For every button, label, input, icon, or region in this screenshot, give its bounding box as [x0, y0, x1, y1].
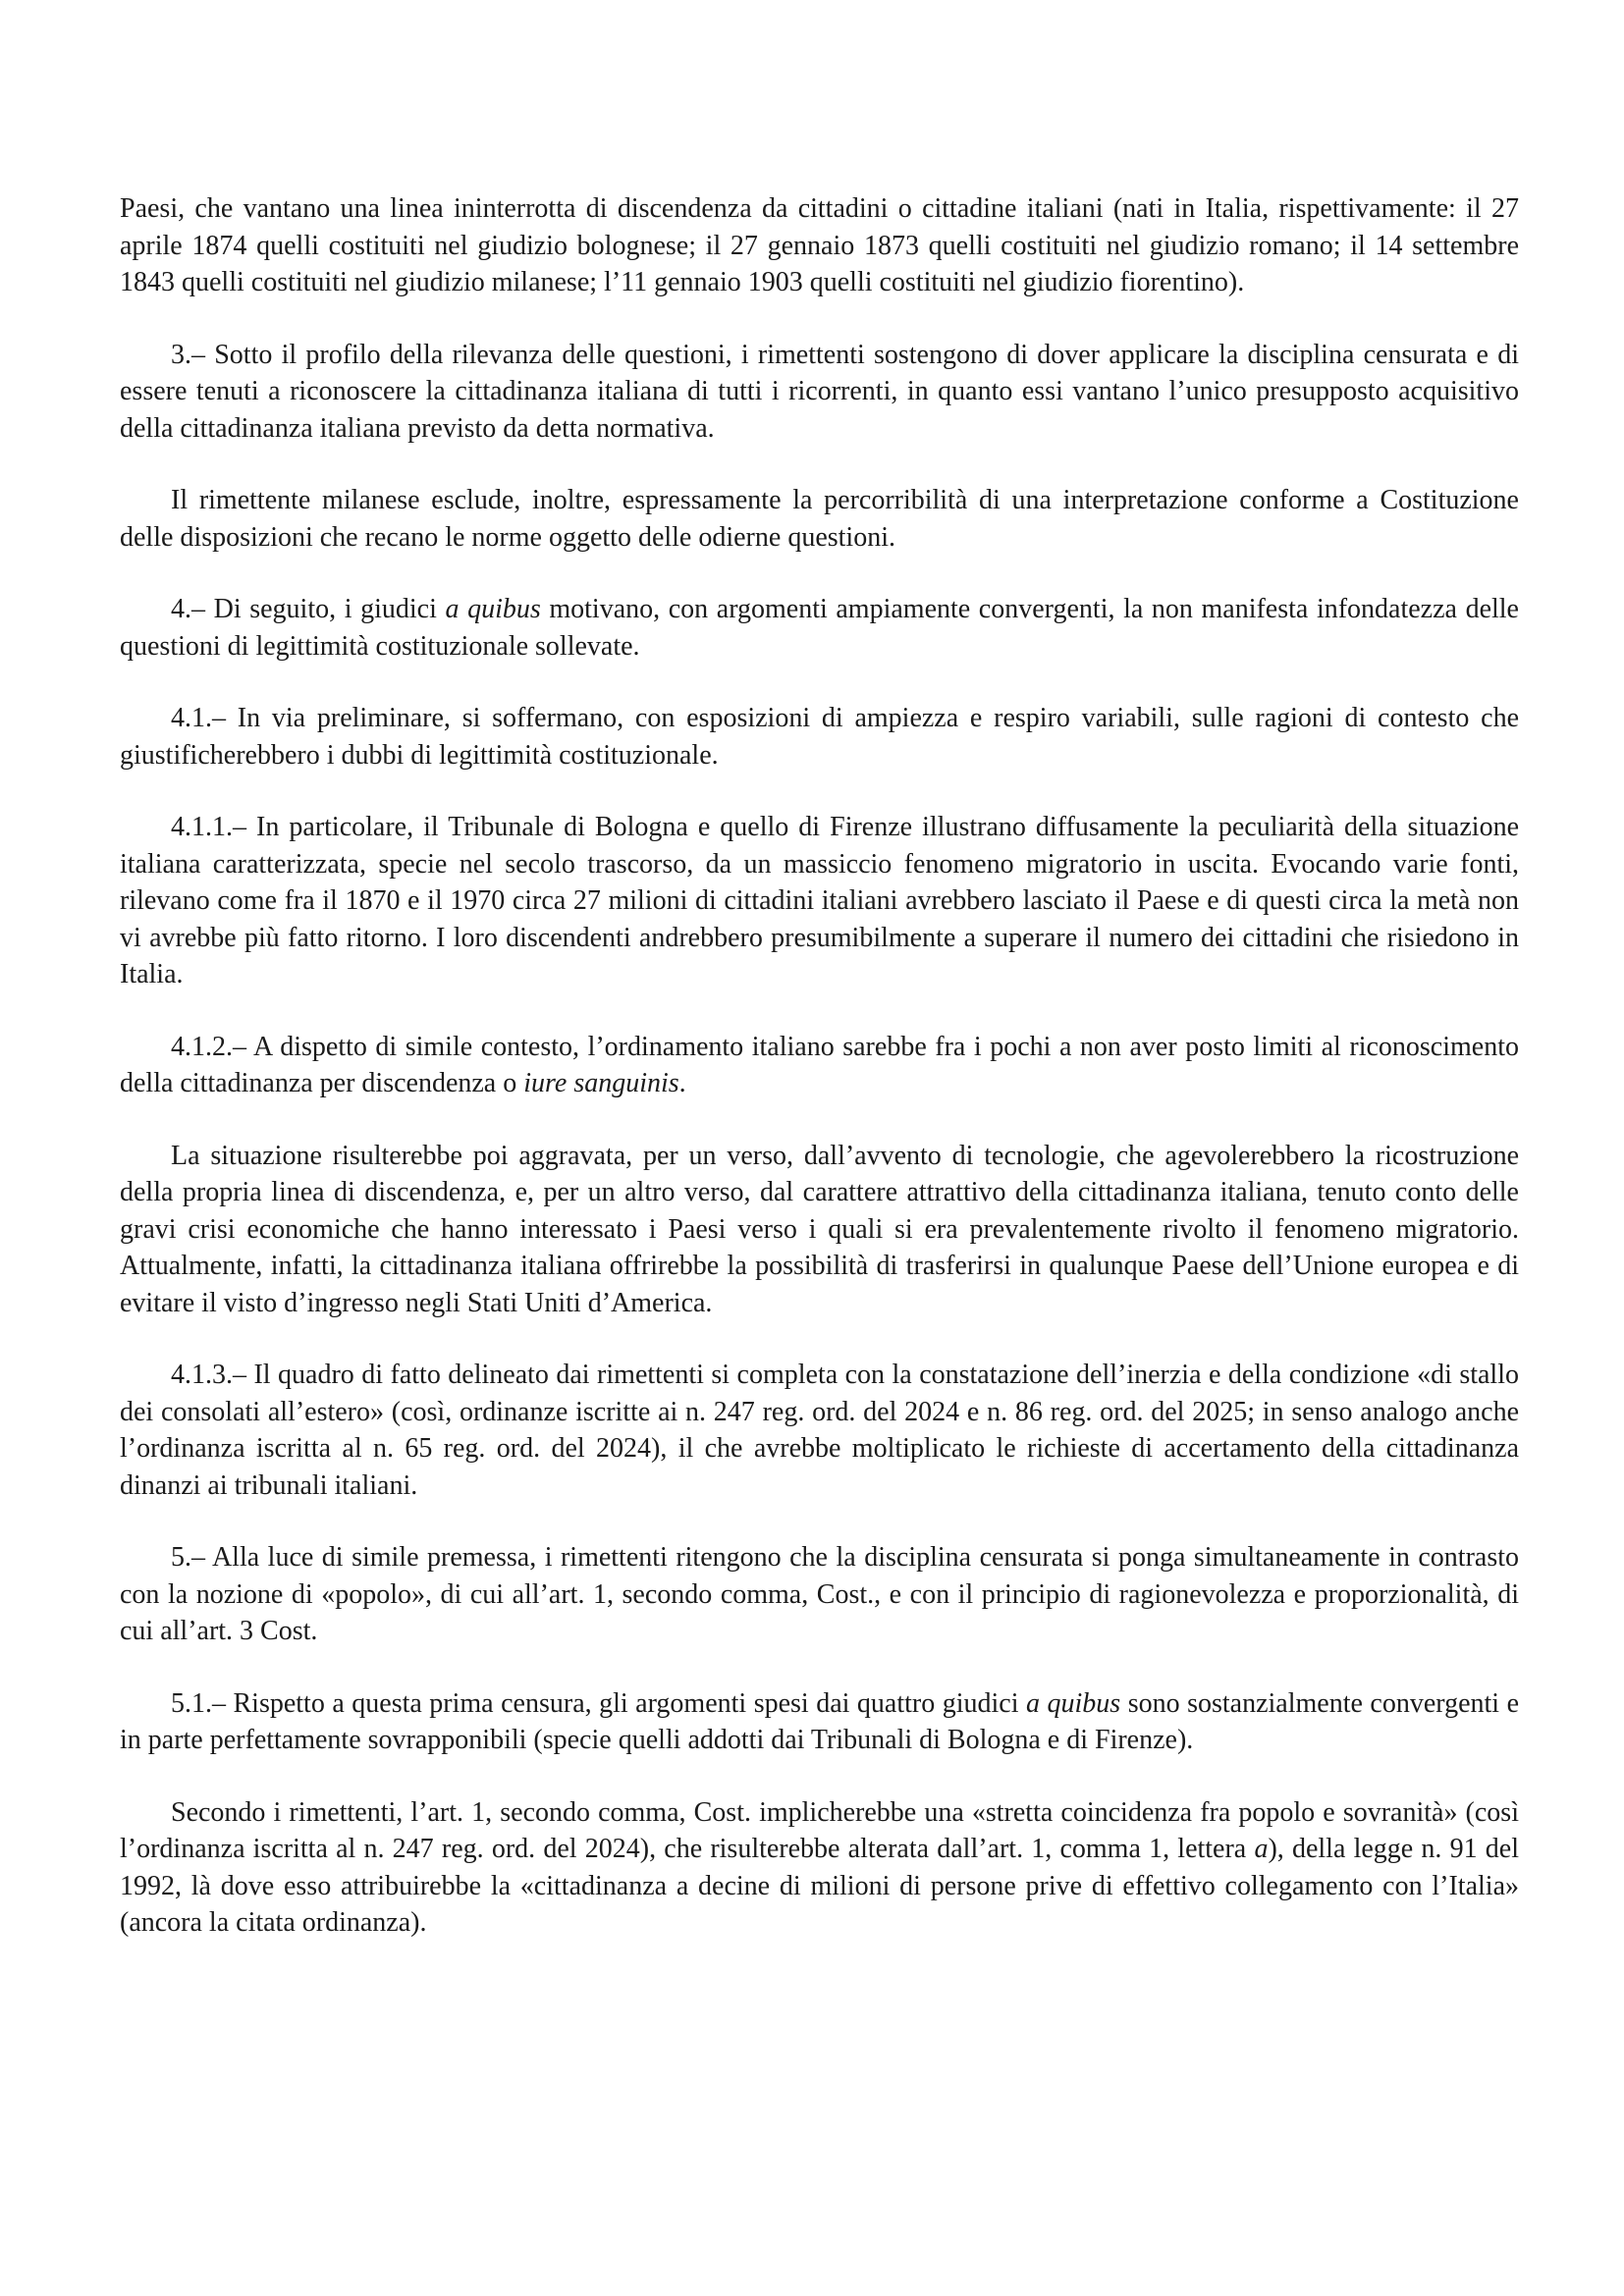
- paragraph-text: 4.– Di seguito, i giudici: [171, 594, 446, 624]
- paragraph-rimettente-milanese: [120, 482, 1519, 556]
- italic-term: iure sanguinis: [523, 1068, 679, 1098]
- paragraph-text: sono sostanzialmente convergenti e in parte perfettamente sovrapponibili (specie quelli addotti dai Tribunali di Bologna e di Firenze).: [120, 1687, 1520, 1755]
- paragraph-4-1-2-contesto: [120, 1029, 1519, 1102]
- italic-term: a quibus: [1026, 1687, 1121, 1719]
- paragraph-text: 4.1.– In via preliminare, si soffermano, con esposizioni di ampiezza e respiro variabili, sulle ragioni di contesto che giustificherebbero i dubbi di legittimità costituzionale.: [120, 703, 1519, 771]
- paragraph-text: La situazione risulterebbe poi aggravata, per un verso, dall’avvento di tecnologie, che agevolerebbero la ricostruzione della propria linea di discendenza, e, per un altro verso, dal carattere attrattivo della cittadinanza italiana, tenuto conto delle gravi crisi economiche che hanno interessato i Paesi verso i quali si era prevalentemente rivolto il fenomeno migratorio. Attualmente, infatti, la cittadinanza italiana offrirebbe la possibilità di trasferirsi in qualunque Paese dell’Unione europea e di evitare il visto d’ingresso negli Stati Uniti d’America.: [120, 1140, 1519, 1318]
- paragraph-situazione-aggravata: [120, 1138, 1519, 1322]
- paragraph-4-1-3-quadro-di-fatto: [120, 1357, 1519, 1504]
- paragraph-4-non-manifesta-infondatezza: [120, 591, 1519, 665]
- document-page: [120, 190, 1519, 1977]
- italic-term: a quibus: [445, 594, 541, 624]
- paragraph-text: 4.1.2.– A dispetto di simile contesto, l’ordinamento italiano sarebbe fra i pochi a non aver posto limiti al riconoscimento della cittadinanza per discendenza o: [120, 1031, 1519, 1098]
- paragraph-3-rilevanza: [120, 337, 1519, 448]
- paragraph-text: Il rimettente milanese esclude, inoltre, espressamente la percorribilità di una interpretazione conforme a Costituzione delle disposizioni che recano le norme oggetto delle odierne questioni.: [120, 485, 1519, 553]
- paragraph-text: ), della legge n. 91 del 1992, là dove esso attribuirebbe la «cittadinanza a decine di milioni di persone prive di effettivo collegamento con l’Italia» (ancora la citata ordinanza).: [120, 1834, 1519, 1938]
- paragraph-text: 3.– Sotto il profilo della rilevanza delle questioni, i rimettenti sostengono di dover applicare la disciplina censurata e di essere tenuti a riconoscere la cittadinanza italiana di tutti i ricorrenti, in quanto essi vantano l’unico presupposto acquisitivo della cittadinanza italiana previsto da detta normativa.: [120, 339, 1519, 444]
- paragraph-text: 4.1.1.– In particolare, il Tribunale di Bologna e quello di Firenze illustrano diffusamente la peculiarità della situazione italiana caratterizzata, specie nel secolo trascorso, da un massiccio fenomeno migratorio in uscita. Evocando varie fonti, rilevano come fra il 1870 e il 1970 circa 27 milioni di cittadini italiani avrebbero lasciato il Paese e di questi circa la metà non vi avrebbe più fatto ritorno. I loro discendenti andrebbero presumibilmente a superare il numero dei cittadini che risiedono in Italia.: [120, 812, 1519, 989]
- paragraph-text: Secondo i rimettenti, l’art. 1, secondo comma, Cost. implicherebbe una «stretta coincidenza fra popolo e sovranità» (così l’ordinanza iscritta al n. 247 reg. ord. del 2024), che risulterebbe alterata dall’art. 1, comma 1, lettera: [120, 1796, 1519, 1864]
- paragraph-text: 4.1.3.– Il quadro di fatto delineato dai rimettenti si completa con la constatazione dell’inerzia e della condizione «di stallo dei consolati all’estero» (così, ordinanze iscritte ai n. 247 reg. ord. del 2024 e n. 86 reg. ord. del 2025; in senso analogo anche l’ordinanza iscritta al n. 65 reg. ord. del 2024), il che avrebbe moltiplicato le richieste di accertamento della cittadinanza dinanzi ai tribunali italiani.: [120, 1360, 1519, 1501]
- paragraph-text: .: [678, 1068, 686, 1098]
- paragraph-text: Paesi, che vantano una linea ininterrotta di discendenza da cittadini o cittadine italiani (nati in Italia, rispettivamente: il 27 aprile 1874 quelli costituiti nel giudizio bolognese; il 27 gennaio 1873 quelli costituiti nel giudizio romano; il 14 settembre 1843 quelli costituiti nel giudizio milanese; l’11 gennaio 1903 quelli costituiti nel giudizio fiorentino).: [120, 193, 1519, 297]
- paragraph-text: motivano, con argomenti ampiamente convergenti, la non manifesta infondatezza delle questioni di legittimità costituzionale sollevate.: [120, 594, 1519, 662]
- paragraph-text: 5.– Alla luce di simile premessa, i rimettenti ritengono che la disciplina censurata si ponga simultaneamente in contrasto con la nozione di «popolo», di cui all’art. 1, secondo comma, Cost., e con il principio di ragionevolezza e proporzionalità, di cui all’art. 3 Cost.: [120, 1542, 1519, 1646]
- paragraph-secondo-i-rimettenti: [120, 1794, 1519, 1942]
- paragraph-4-1-preliminare: [120, 700, 1519, 774]
- paragraph-5-1-prima-censura: [120, 1685, 1519, 1759]
- paragraph-text: 5.1.– Rispetto a questa prima censura, gli argomenti spesi dai quattro giudici: [171, 1687, 1026, 1719]
- paragraph-4-1-1-fenomeno-migratorio: [120, 809, 1519, 993]
- paragraph-continuation: [120, 190, 1519, 301]
- paragraph-5-premessa: [120, 1539, 1519, 1650]
- italic-term: a: [1254, 1834, 1269, 1864]
